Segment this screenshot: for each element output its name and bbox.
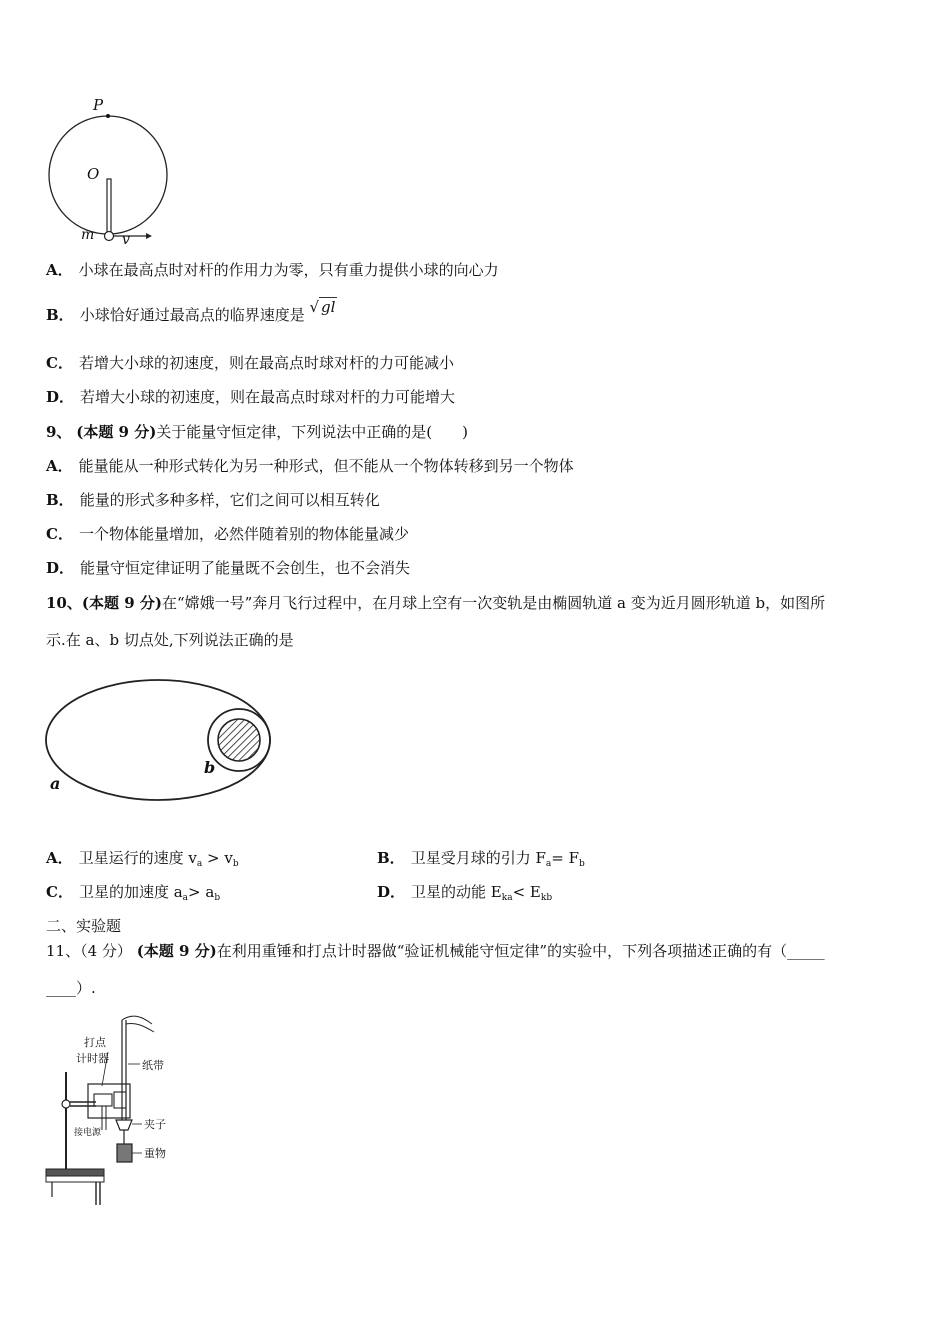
label-timer-2: 计时器 [76,1052,109,1065]
label-weight: 重物 [144,1147,166,1160]
label-v: v [122,232,130,248]
q10-option-a: A． 卫星运行的速度 $v_a > v_b$ [46,849,239,869]
orbit-figure [40,676,280,806]
q10-option-c: C． 卫星的加速度 $a_a> a_b$ [46,883,221,903]
q9-option-c: C． 一个物体能量增加，必然伴随着别的物体能量减少 [46,525,409,543]
weight [117,1144,132,1162]
point-p [106,114,110,118]
label-timer-1: 打点 [84,1036,106,1049]
velocity-arrowhead [146,233,152,239]
q10-option-d: D． 卫星的动能 $E_{ka}< E_{kb}$ [377,883,553,903]
q9-option-d: D． 能量守恒定律证明了能量既不会创生，也不会消失 [46,559,411,577]
label-tape: 纸带 [142,1059,164,1072]
rod [107,179,111,233]
moon [218,719,260,761]
label-orbit-b: b [204,758,216,777]
label-o: O [87,165,100,183]
q8-option-c: C． 若增大小球的初速度，则在最高点时球对杆的力可能减小 [46,354,454,372]
label-m: m [81,227,95,243]
label-clip: 夹子 [144,1118,166,1131]
q8-option-b: B． 小球恰好通过最高点的临界速度是 √ gl [46,298,336,324]
apparatus-figure [44,1012,194,1212]
q8-option-d: D． 若增大小球的初速度，则在最高点时球对杆的力可能增大 [46,388,456,406]
circular-path [49,116,167,234]
circle-rod-figure [40,95,170,250]
q10-option-b: B． 卫星受月球的引力 $F_a= F_b$ [377,849,585,869]
section-title: 二、实验题 [46,917,122,935]
circle-rod-diagram [40,95,170,250]
q10-stem-line1: 10、(本题 9 分)在“嫦娥一号”奔月飞行过程中，在月球上空有一次变轨是由椭圆轨道 a 变为近月圆形轨道 b，如图所 [46,594,826,612]
apparatus-diagram [44,1012,194,1212]
q10-stem-line2: 示.在 a、b 切点处,下列说法正确的是 [46,631,294,649]
stand-base [46,1169,104,1176]
orbit-diagram [40,676,280,806]
label-p: P [93,96,104,114]
q8-option-a: A． 小球在最高点时对杆的作用力为零，只有重力提供小球的向心力 [46,261,499,279]
q9-option-a: A． 能量能从一种形式转化为另一种形式，但不能从一个物体转移到另一个物体 [46,457,574,475]
q11-stem-line1: 11、（4 分） (本题 9 分)在利用重锤和打点计时器做“验证机械能守恒定律”的实验中，下列各项描述正确的有（_____ [46,942,825,960]
clip [116,1120,132,1130]
q9-option-b: B． 能量的形式多种多样，它们之间可以相互转化 [46,491,380,509]
ball [105,232,114,241]
label-orbit-a: a [50,774,61,793]
q9-stem: 9、 (本题 9 分)关于能量守恒定律，下列说法中正确的是( ) [46,423,469,441]
q11-stem-line2: ____）. [46,979,96,997]
sqrt-formula: √ gl [309,298,336,316]
label-power: 接电源 [74,1128,102,1138]
